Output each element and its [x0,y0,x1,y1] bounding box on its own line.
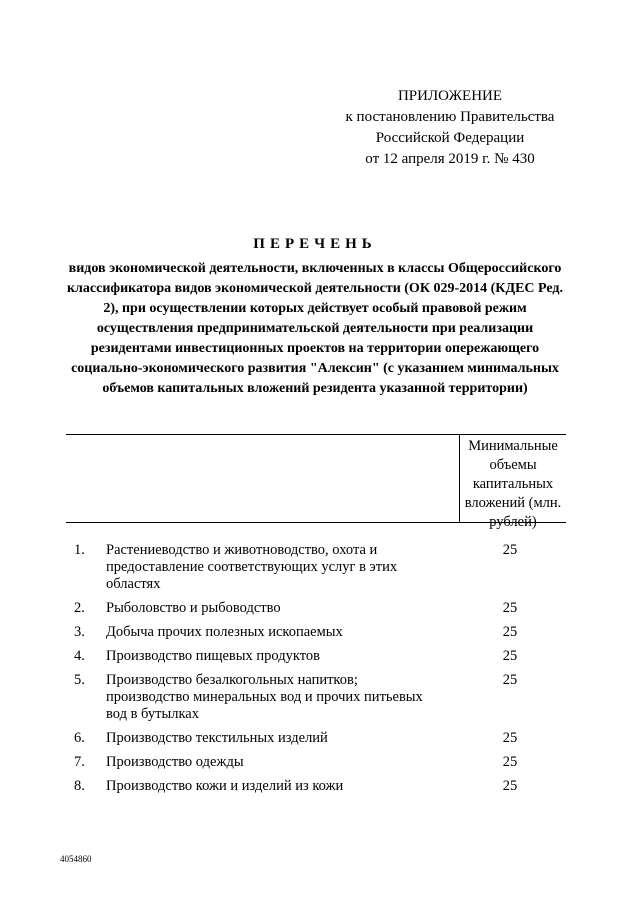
table-top-rule [66,434,566,435]
appendix-line-3: от 12 апреля 2019 г. № 430 [365,151,535,167]
row-number: 3. [74,624,85,640]
table-row [66,778,566,795]
row-activity: Производство текстильных изделий [106,730,328,746]
row-value: 25 [502,600,518,616]
appendix-line-2: Российской Федерации [375,130,525,146]
row-number: 1. [74,542,85,558]
appendix-title: ПРИЛОЖЕНИЕ [397,88,503,104]
document-code: 4054860 [60,854,92,864]
table-row [66,730,566,747]
appendix-block [330,86,570,170]
row-value: 25 [502,754,518,770]
table-row [66,624,566,641]
table-row [66,648,566,665]
row-value: 25 [502,730,518,746]
row-number: 8. [74,778,85,794]
row-activity: Добыча прочих полезных ископаемых [106,624,343,640]
row-number: 7. [74,754,85,770]
document-title: ПЕРЕЧЕНЬ [253,236,377,252]
row-activity: Производство безалкогольных напитков; производство минеральных вод и прочих питьевых вод в бутылках [106,672,423,722]
table-row [66,672,566,723]
appendix-line-1: к постановлению Правительства [345,109,555,125]
row-value: 25 [502,648,518,664]
row-number: 4. [74,648,85,664]
table-body [66,542,566,802]
row-value: 25 [502,624,518,640]
row-activity: Рыболовство и рыбоводство [106,600,281,616]
row-value: 25 [502,672,518,688]
row-activity: Производство кожи и изделий из кожи [106,778,344,794]
row-activity: Производство пищевых продуктов [106,648,320,664]
table-row [66,542,566,593]
row-value: 25 [502,778,518,794]
document-subtitle: видов экономической деятельности, включенных в классы Общероссийского классификатора видов экономической деятельности (ОК 029-2014 (КДЕС Ред. 2), при осуществлении которых действует особый правовой режим осуществления предпринимательской деятельности при реализации резидентами инвестиционных проектов на территории опережающего социально-экономического развития "Алексин" (с указанием минимальных объемов капитальных вложений резидента указанной территории) [66,261,563,396]
row-activity: Растениеводство и животноводство, охота и предоставление соответствующих услуг в этих областях [106,542,398,592]
row-number: 2. [74,600,85,616]
table-header-rule [66,522,566,523]
document-title-block [60,236,570,399]
table-row [66,754,566,771]
row-value: 25 [502,542,518,558]
table-row [66,600,566,617]
row-activity: Производство одежды [106,754,244,770]
row-number: 5. [74,672,85,688]
column-header-min-investment: Минимальные объемы капитальных вложений (млн. рублей) [464,438,562,530]
row-number: 6. [74,730,85,746]
